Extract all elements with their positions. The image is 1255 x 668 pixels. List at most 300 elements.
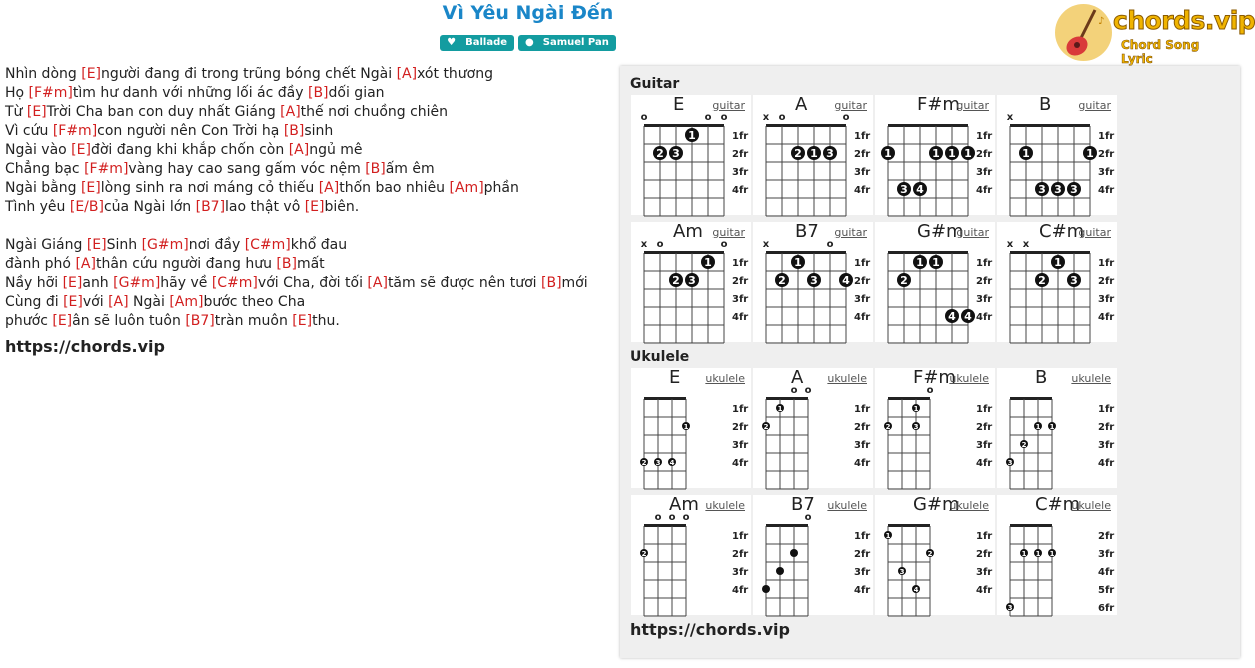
lyrics-line: [5, 274, 588, 293]
finger-number: 2: [778, 274, 786, 287]
fret-label: 4fr: [1098, 312, 1115, 323]
guitar-chord-b7[interactable]: [753, 222, 873, 342]
chord-link[interactable]: [F#m]: [84, 161, 129, 177]
fretboard-diagram: [631, 222, 751, 342]
heart-pulse-icon: ♥: [447, 37, 457, 48]
fret-label: 4fr: [976, 458, 993, 469]
fret-label: 3fr: [854, 167, 871, 178]
finger-number: 1: [932, 256, 940, 269]
fret-label: 4fr: [732, 585, 749, 596]
fret-label: 4fr: [732, 312, 749, 323]
lyric-text: lao thật vô: [225, 199, 305, 215]
fret-label: 4fr: [1098, 185, 1115, 196]
muted-string-mark: x: [762, 112, 770, 123]
chord-link[interactable]: [B]: [365, 161, 386, 177]
open-string-mark: o: [704, 112, 712, 123]
chord-link[interactable]: [E]: [62, 275, 83, 291]
fret-label: 1fr: [732, 531, 749, 542]
logo-wordmark: chords.vip: [1113, 6, 1255, 35]
finger-number: 4: [916, 183, 924, 196]
chord-diagram-panel: [620, 66, 1240, 658]
chord-link[interactable]: [E]: [81, 66, 102, 82]
fret-label: 2fr: [976, 422, 993, 433]
site-logo[interactable]: [1055, 4, 1255, 66]
chord-link[interactable]: [A]: [318, 180, 340, 196]
fretboard-diagram: [753, 95, 873, 215]
fretboard-diagram: [631, 495, 751, 615]
lyric-text: đành phó: [5, 256, 76, 272]
guitar-chord-b[interactable]: [997, 95, 1117, 215]
lyric-text: mất: [296, 256, 325, 272]
chord-link[interactable]: [B]: [541, 275, 562, 291]
fretboard-diagram: [753, 495, 873, 615]
finger-dot: [790, 549, 798, 557]
fret-label: 2fr: [976, 276, 993, 287]
open-string-mark: o: [790, 385, 798, 396]
chord-name: Am: [673, 221, 703, 242]
open-string-mark: o: [804, 512, 812, 523]
fret-label: 4fr: [854, 585, 871, 596]
fret-label: 1fr: [976, 258, 993, 269]
chord-link[interactable]: [E]: [71, 142, 91, 158]
guitar-link[interactable]: guitar: [712, 226, 745, 239]
lyric-text: sinh: [304, 123, 334, 139]
finger-number: 4: [964, 310, 972, 323]
chord-link[interactable]: [A]: [367, 275, 388, 291]
open-string-mark: o: [668, 512, 676, 523]
finger-number: 1: [794, 256, 802, 269]
lyric-text: Ngài: [128, 294, 170, 310]
lyrics-line: [5, 141, 588, 160]
guitar-link[interactable]: guitar: [1078, 226, 1111, 239]
fret-label: 2fr: [854, 549, 871, 560]
ukulele-chord-b[interactable]: [997, 368, 1117, 488]
fret-label: 1fr: [854, 258, 871, 269]
finger-number: 1: [1049, 423, 1055, 431]
finger-number: 2: [641, 459, 647, 467]
finger-dot: [762, 585, 770, 593]
fret-label: 2fr: [1098, 531, 1115, 542]
ukulele-chord-b7[interactable]: [753, 495, 873, 615]
fret-label: 4fr: [732, 185, 749, 196]
chord-link[interactable]: [E/B]: [69, 199, 104, 215]
fret-label: 4fr: [1098, 567, 1115, 578]
finger-number: 1: [1021, 550, 1027, 558]
ukulele-chord-f-sharpm[interactable]: [875, 368, 995, 488]
lyrics-line: [5, 179, 588, 198]
chord-name: C#m: [1039, 221, 1085, 242]
lyric-text: lòng sinh ra nơi máng cỏ thiếu: [100, 180, 319, 196]
fret-label: 1fr: [854, 404, 871, 415]
open-string-mark: o: [720, 112, 728, 123]
chord-link[interactable]: [E]: [304, 199, 325, 215]
fret-label: 1fr: [732, 404, 749, 415]
lyric-text: với Cha, đời tối: [257, 275, 368, 291]
ukulele-link[interactable]: ukulele: [827, 499, 867, 512]
lyric-text: người đang đi trong trũng bóng chết Ngài: [101, 66, 397, 82]
lyric-text: Vì cứu: [5, 123, 53, 139]
guitar-section-heading: Guitar: [630, 76, 680, 92]
chord-link[interactable]: [F#m]: [28, 85, 73, 101]
lyric-text: ấm êm: [385, 161, 435, 177]
chord-link[interactable]: [Am]: [449, 180, 484, 196]
open-string-mark: o: [640, 112, 648, 123]
finger-number: 3: [810, 274, 818, 287]
ukulele-link[interactable]: ukulele: [705, 499, 745, 512]
guitar-link[interactable]: guitar: [956, 226, 989, 239]
fret-label: 3fr: [1098, 294, 1115, 305]
lyric-text: Nầy hỡi: [5, 275, 63, 291]
chord-link[interactable]: [E]: [26, 104, 47, 120]
lyric-text: thân cứu người đang hưu: [95, 256, 277, 272]
finger-number: 4: [913, 586, 919, 594]
chord-link[interactable]: [A]: [75, 256, 96, 272]
chord-link[interactable]: [Am]: [169, 294, 204, 310]
fretboard-diagram: [753, 222, 873, 342]
lyric-text: tràn muôn: [214, 313, 293, 329]
lyric-text: thế nơi chuồng chiên: [300, 104, 449, 120]
finger-number: 3: [1038, 183, 1046, 196]
artist-label: Samuel Pan: [542, 37, 609, 48]
fret-label: 1fr: [976, 531, 993, 542]
lyric-text: Chẳng bạc: [5, 161, 85, 177]
fret-label: 4fr: [976, 185, 993, 196]
chord-link[interactable]: [A]: [280, 104, 301, 120]
fret-label: 3fr: [1098, 440, 1115, 451]
fret-label: 3fr: [732, 440, 749, 451]
fret-label: 4fr: [1098, 458, 1115, 469]
fret-label: 4fr: [854, 458, 871, 469]
fretboard-diagram: [997, 222, 1117, 342]
guitar-link[interactable]: guitar: [1078, 99, 1111, 112]
lyric-text: dối gian: [328, 85, 385, 101]
guitar-link[interactable]: guitar: [956, 99, 989, 112]
lyric-text: Nhìn dòng: [5, 66, 82, 82]
lyric-text: của Ngài lớn: [103, 199, 196, 215]
fret-label: 5fr: [1098, 585, 1115, 596]
open-string-mark: o: [826, 239, 834, 250]
fretboard-diagram: [875, 95, 995, 215]
guitar-chord-f-sharpm[interactable]: [875, 95, 995, 215]
chord-link[interactable]: [A]: [288, 142, 310, 158]
finger-number: 1: [683, 423, 689, 431]
fret-label: 4fr: [732, 458, 749, 469]
finger-number: 1: [1049, 550, 1055, 558]
fret-label: 2fr: [732, 276, 749, 287]
lyric-text: Cùng đi: [5, 294, 64, 310]
finger-number: 2: [1038, 274, 1046, 287]
ukulele-section-heading: Ukulele: [630, 349, 690, 365]
fret-label: 1fr: [854, 531, 871, 542]
lyric-text: Họ: [5, 85, 29, 101]
finger-number: 4: [948, 310, 956, 323]
ukulele-chord-g-sharpm[interactable]: [875, 495, 995, 615]
finger-number: 3: [1070, 274, 1078, 287]
finger-number: 2: [763, 423, 769, 431]
lyrics-line: [5, 65, 588, 84]
finger-number: 3: [655, 459, 661, 467]
lyric-text: Ngài Giáng: [5, 237, 87, 253]
finger-number: 3: [826, 147, 834, 160]
lyric-text: ngủ mê: [309, 142, 363, 158]
chord-link[interactable]: [E]: [52, 313, 73, 329]
ukulele-chord-c-sharpm[interactable]: [997, 495, 1117, 615]
finger-number: 1: [1022, 147, 1030, 160]
lyric-text: hãy về: [160, 275, 212, 291]
chord-link[interactable]: [C#m]: [211, 275, 258, 291]
chord-link[interactable]: [G#m]: [141, 237, 189, 253]
lyrics-line: [5, 312, 588, 331]
lyric-text: ân sẽ luôn tuôn: [72, 313, 186, 329]
fret-label: 1fr: [1098, 404, 1115, 415]
fret-label: 4fr: [976, 585, 993, 596]
chord-name: F#m: [917, 94, 960, 115]
finger-number: 1: [810, 147, 818, 160]
fret-label: 4fr: [854, 312, 871, 323]
lyric-text: tăm sẽ được nên tươi: [387, 275, 542, 291]
lyric-text: anh: [82, 275, 114, 291]
lyric-text: phước: [5, 313, 53, 329]
lyrics-line: [5, 236, 588, 255]
logo-tagline: Chord Song Lyric: [1121, 38, 1200, 66]
finger-number: 2: [794, 147, 802, 160]
lyrics-line: [5, 160, 588, 179]
chord-link[interactable]: [E]: [292, 313, 313, 329]
fret-label: 3fr: [976, 440, 993, 451]
chord-link[interactable]: [B]: [283, 123, 305, 139]
finger-number: 3: [1054, 183, 1062, 196]
song-tags: [0, 35, 1056, 51]
finger-dot: [776, 567, 784, 575]
fret-label: 1fr: [976, 404, 993, 415]
muted-string-mark: x: [762, 239, 770, 250]
fret-label: 1fr: [732, 131, 749, 142]
fret-label: 1fr: [976, 131, 993, 142]
chord-name: B: [1035, 367, 1048, 388]
lyric-text: thốn bao nhiêu: [339, 180, 450, 196]
fret-label: 1fr: [854, 131, 871, 142]
chord-name: B7: [795, 221, 819, 242]
lyric-text: biên.: [324, 199, 360, 215]
finger-number: 2: [672, 274, 680, 287]
muted-string-mark: x: [1006, 112, 1014, 123]
ukulele-link[interactable]: ukulele: [949, 372, 989, 385]
chord-name: A: [791, 367, 804, 388]
fretboard-diagram: [997, 495, 1117, 615]
fret-label: 3fr: [1098, 167, 1115, 178]
chord-link[interactable]: [E]: [63, 294, 83, 310]
lyrics-blank-line: [5, 217, 588, 236]
lyric-text: với: [82, 294, 109, 310]
guitar-link[interactable]: guitar: [834, 99, 867, 112]
guitar-link[interactable]: guitar: [834, 226, 867, 239]
muted-string-mark: x: [1006, 239, 1014, 250]
finger-number: 3: [688, 274, 696, 287]
chord-link[interactable]: [E]: [86, 237, 107, 253]
fret-label: 3fr: [732, 167, 749, 178]
lyric-text: phần: [483, 180, 519, 196]
guitar-chord-a[interactable]: [753, 95, 873, 215]
finger-number: 2: [641, 550, 647, 558]
lyric-text: Tình yêu: [5, 199, 70, 215]
artist-tag[interactable]: [518, 35, 616, 51]
fret-label: 2fr: [976, 549, 993, 560]
lyrics-line: [5, 255, 588, 274]
ukulele-link[interactable]: ukulele: [949, 499, 989, 512]
fret-label: 4fr: [854, 185, 871, 196]
finger-number: 3: [1070, 183, 1078, 196]
lyric-text: mới: [561, 275, 588, 291]
chord-name: B: [1039, 94, 1052, 115]
finger-number: 2: [656, 147, 664, 160]
fret-label: 3fr: [976, 294, 993, 305]
lyric-text: nơi đầy: [188, 237, 245, 253]
finger-number: 1: [948, 147, 956, 160]
fret-label: 6fr: [1098, 603, 1115, 614]
lyrics-line: [5, 122, 588, 141]
fret-label: 3fr: [732, 567, 749, 578]
guitar-chord-g-sharpm[interactable]: [875, 222, 995, 342]
genre-label: Ballade: [465, 37, 508, 48]
ukulele-chord-am[interactable]: [631, 495, 751, 615]
user-icon: ●: [525, 37, 534, 48]
lyric-text: xót thương: [417, 66, 493, 82]
lyric-text: vàng hay cao sang gấm vóc nệm: [128, 161, 366, 177]
guitar-chord-c-sharpm[interactable]: [997, 222, 1117, 342]
fret-label: 2fr: [976, 149, 993, 160]
fret-label: 3fr: [976, 167, 993, 178]
fret-label: 3fr: [1098, 549, 1115, 560]
chord-name: Am: [669, 494, 699, 515]
fret-label: 2fr: [732, 422, 749, 433]
open-string-mark: o: [720, 239, 728, 250]
lyrics-line: [5, 293, 588, 312]
guitar-chord-e[interactable]: [631, 95, 751, 215]
fret-label: 3fr: [854, 294, 871, 305]
guitar-logo-icon: [1055, 4, 1112, 61]
fret-label: 2fr: [732, 149, 749, 160]
open-string-mark: o: [682, 512, 690, 523]
fretboard-diagram: [753, 368, 873, 488]
finger-number: 4: [669, 459, 675, 467]
fretboard-diagram: [875, 222, 995, 342]
chord-link[interactable]: [B]: [276, 256, 297, 272]
lyric-text: Ngài bằng: [5, 180, 81, 196]
lyric-text: tìm hư danh với những lối ác đầy: [72, 85, 308, 101]
fret-label: 2fr: [1098, 276, 1115, 287]
finger-number: 3: [672, 147, 680, 160]
fretboard-diagram: [875, 368, 995, 488]
open-string-mark: o: [842, 112, 850, 123]
lyrics-block: [5, 65, 588, 356]
ukulele-link[interactable]: ukulele: [1071, 372, 1111, 385]
finger-number: 1: [1054, 256, 1062, 269]
chord-link[interactable]: [B7]: [185, 313, 215, 329]
finger-number: 2: [885, 423, 891, 431]
fretboard-diagram: [997, 368, 1117, 488]
lyric-text: Sinh: [106, 237, 142, 253]
ukulele-link[interactable]: ukulele: [827, 372, 867, 385]
chord-link[interactable]: [A]: [396, 66, 418, 82]
chord-link[interactable]: [B7]: [195, 199, 226, 215]
guitar-chord-am[interactable]: [631, 222, 751, 342]
ukulele-link[interactable]: ukulele: [1071, 499, 1111, 512]
genre-tag[interactable]: [440, 35, 514, 51]
finger-number: 1: [777, 405, 783, 413]
ukulele-link[interactable]: ukulele: [705, 372, 745, 385]
fret-label: 1fr: [1098, 131, 1115, 142]
fret-label: 3fr: [976, 567, 993, 578]
svg-text:♪: ♪: [1098, 16, 1105, 27]
finger-number: 1: [885, 532, 891, 540]
finger-number: 1: [1086, 147, 1094, 160]
fret-label: 2fr: [732, 549, 749, 560]
chord-name: A: [795, 94, 808, 115]
fretboard-diagram: [875, 495, 995, 615]
guitar-link[interactable]: guitar: [712, 99, 745, 112]
chord-name: E: [669, 367, 681, 388]
fret-label: 2fr: [1098, 422, 1115, 433]
finger-number: 1: [884, 147, 892, 160]
ukulele-chord-a[interactable]: [753, 368, 873, 488]
chord-link[interactable]: [G#m]: [113, 275, 161, 291]
fret-label: 1fr: [732, 258, 749, 269]
open-string-mark: o: [654, 512, 662, 523]
finger-number: 3: [1007, 604, 1013, 612]
lyrics-site-link[interactable]: https://chords.vip: [5, 337, 165, 356]
finger-number: 1: [964, 147, 972, 160]
chord-link[interactable]: [F#m]: [52, 123, 98, 139]
fretboard-diagram: [631, 95, 751, 215]
finger-number: 1: [913, 405, 919, 413]
chord-name: G#m: [917, 221, 964, 242]
lyric-text: thu.: [312, 313, 340, 329]
finger-number: 1: [1035, 423, 1041, 431]
finger-number: 1: [1035, 550, 1041, 558]
lyric-text: khổ đau: [290, 237, 348, 253]
chord-link[interactable]: [A]: [108, 294, 129, 310]
finger-number: 2: [927, 550, 933, 558]
fret-label: 4fr: [976, 312, 993, 323]
finger-number: 2: [900, 274, 908, 287]
fret-label: 2fr: [854, 422, 871, 433]
open-string-mark: o: [804, 385, 812, 396]
finger-number: 4: [842, 274, 850, 287]
open-string-mark: o: [778, 112, 786, 123]
lyrics-line: [5, 103, 588, 122]
lyric-text: bước theo Cha: [203, 294, 306, 310]
muted-string-mark: x: [1022, 239, 1030, 250]
lyric-text: Trời Cha ban con duy nhất Giáng: [46, 104, 281, 120]
chord-name: E: [673, 94, 685, 115]
fretboard-diagram: [631, 368, 751, 488]
fretboard-diagram: [997, 95, 1117, 215]
open-string-mark: o: [656, 239, 664, 250]
chord-name: B7: [791, 494, 815, 515]
chord-link[interactable]: [C#m]: [244, 237, 291, 253]
fret-label: 2fr: [1098, 149, 1115, 160]
lyric-text: con người nên Con Trời hạ: [97, 123, 284, 139]
finger-number: 3: [900, 183, 908, 196]
lyric-text: đời đang khi khắp chốn còn: [90, 142, 289, 158]
finger-number: 1: [704, 256, 712, 269]
chord-name: C#m: [1035, 494, 1081, 515]
panel-site-link[interactable]: https://chords.vip: [630, 620, 790, 639]
finger-number: 2: [1021, 441, 1027, 449]
chord-link[interactable]: [E]: [80, 180, 101, 196]
ukulele-chord-e[interactable]: [631, 368, 751, 488]
chord-link[interactable]: [B]: [307, 85, 329, 101]
